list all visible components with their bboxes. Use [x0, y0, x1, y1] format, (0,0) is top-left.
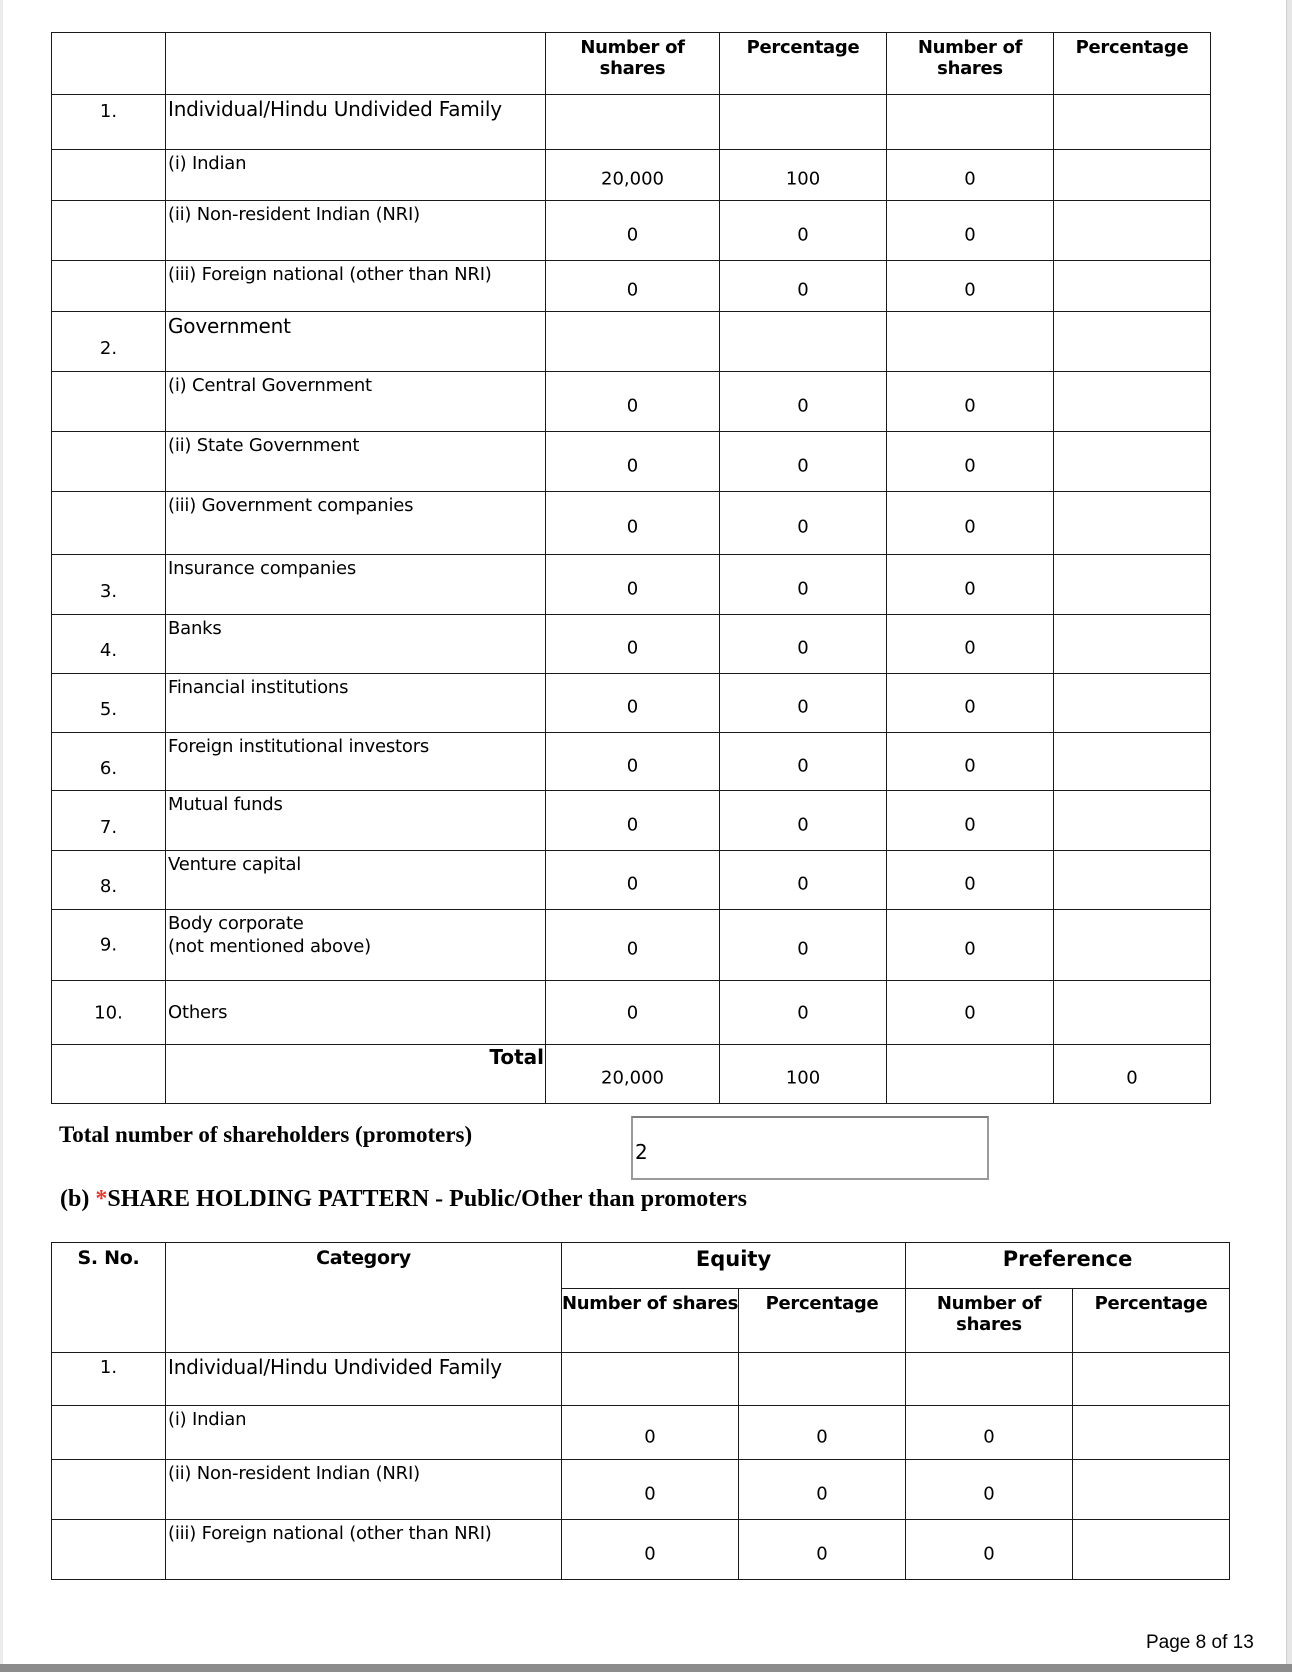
- cell-equity-shares[interactable]: 0: [546, 615, 720, 674]
- header-equity-shares: Number of shares: [562, 1289, 739, 1353]
- cell-equity-percentage[interactable]: 0: [739, 1460, 906, 1520]
- cell-preference-shares[interactable]: 0: [906, 1460, 1073, 1520]
- row-category: Individual/Hindu Undivided Family: [168, 97, 502, 121]
- total-equity-shares[interactable]: 20,000: [546, 1045, 720, 1104]
- page-left-edge: [0, 0, 3, 1664]
- cell-preference-percentage[interactable]: [1054, 791, 1211, 851]
- table-row: [52, 261, 1211, 312]
- cell-equity-percentage[interactable]: 0: [720, 432, 887, 492]
- row-sno: 9.: [99, 934, 118, 956]
- section-b-heading: SHARE HOLDING PATTERN - Public/Other than promoters: [107, 1186, 747, 1212]
- row-category: Insurance companies: [168, 558, 356, 579]
- cell-preference-percentage[interactable]: [1054, 261, 1211, 312]
- viewer-bottom-bar: [0, 1664, 1292, 1672]
- table-row: [52, 791, 1211, 851]
- cell-equity-percentage[interactable]: 0: [720, 910, 887, 981]
- header-sno: [52, 33, 166, 95]
- header-equity-percentage: Percentage: [739, 1289, 906, 1353]
- page-right-edge: [1286, 0, 1292, 1664]
- cell-equity-percentage[interactable]: 0: [720, 201, 887, 261]
- table-row: [52, 981, 1211, 1045]
- table-row: [52, 432, 1211, 492]
- table-row: [52, 1520, 1230, 1580]
- cell-equity-shares[interactable]: 0: [546, 372, 720, 432]
- section-b-title: [60, 1186, 747, 1213]
- table-row: [52, 312, 1211, 372]
- table-row: [52, 1353, 1230, 1406]
- row-category: Mutual funds: [168, 794, 283, 815]
- cell-preference-shares[interactable]: 0: [887, 432, 1054, 492]
- cell-equity-shares[interactable]: 0: [546, 492, 720, 555]
- header-preference-shares: Number of shares: [906, 1289, 1073, 1353]
- header-preference: Preference: [906, 1243, 1230, 1289]
- row-sno: 10.: [94, 1002, 123, 1023]
- cell-preference-percentage[interactable]: [1073, 1353, 1230, 1406]
- header-equity: Equity: [562, 1243, 906, 1289]
- row-category: (ii) Non-resident Indian (NRI): [168, 204, 420, 225]
- cell-equity-shares[interactable]: 0: [546, 201, 720, 261]
- cell-preference-shares[interactable]: 0: [906, 1406, 1073, 1460]
- table-row: [52, 372, 1211, 432]
- cell-preference-shares[interactable]: 0: [906, 1520, 1073, 1580]
- cell-equity-percentage[interactable]: 0: [739, 1520, 906, 1580]
- cell-preference-percentage[interactable]: [1054, 201, 1211, 261]
- header-preference-shares: Number of shares: [887, 33, 1054, 95]
- cell-equity-percentage[interactable]: 0: [720, 372, 887, 432]
- cell-equity-shares[interactable]: 0: [546, 791, 720, 851]
- table-row: [52, 733, 1211, 791]
- required-asterisk: *: [95, 1186, 108, 1212]
- table-row: [52, 851, 1211, 910]
- table-row: [52, 555, 1211, 615]
- cell-equity-shares[interactable]: 0: [546, 910, 720, 981]
- cell-preference-shares[interactable]: 0: [887, 851, 1054, 910]
- table-row: [52, 201, 1211, 261]
- table-row: [52, 910, 1211, 981]
- cell-preference-percentage[interactable]: [1073, 1460, 1230, 1520]
- cell-equity-percentage[interactable]: [739, 1353, 906, 1406]
- row-category-line1: Body corporate: [168, 913, 304, 934]
- header-equity-shares: Number of shares: [546, 33, 720, 95]
- header-preference-percentage: Percentage: [1054, 33, 1211, 95]
- cell-equity-percentage[interactable]: [720, 95, 887, 150]
- table-header-row: [52, 1243, 1230, 1289]
- cell-equity-shares[interactable]: [562, 1353, 739, 1406]
- cell-preference-shares[interactable]: 0: [887, 492, 1054, 555]
- row-category: Banks: [168, 618, 222, 639]
- cell-equity-shares[interactable]: [546, 312, 720, 372]
- promoters-shareholding-table: [51, 32, 1211, 1104]
- cell-preference-percentage[interactable]: [1073, 1520, 1230, 1580]
- row-sno: 7.: [99, 816, 118, 838]
- row-sno: 5.: [99, 698, 118, 720]
- promoters-count-label: Total number of shareholders (promoters): [59, 1122, 473, 1147]
- cell-equity-shares[interactable]: 0: [546, 733, 720, 791]
- cell-preference-shares[interactable]: 0: [887, 791, 1054, 851]
- table-row: [52, 1406, 1230, 1460]
- cell-equity-shares[interactable]: 0: [546, 851, 720, 910]
- cell-preference-shares[interactable]: 0: [887, 201, 1054, 261]
- cell-preference-shares[interactable]: 0: [887, 555, 1054, 615]
- cell-preference-percentage[interactable]: [1054, 372, 1211, 432]
- row-sno: 2.: [99, 337, 118, 359]
- row-category: Government: [168, 314, 291, 338]
- cell-equity-percentage[interactable]: [720, 312, 887, 372]
- cell-equity-shares[interactable]: 0: [546, 261, 720, 312]
- table-row: [52, 615, 1211, 674]
- cell-equity-percentage[interactable]: 0: [720, 791, 887, 851]
- cell-equity-shares[interactable]: 0: [562, 1520, 739, 1580]
- cell-equity-percentage[interactable]: 0: [720, 492, 887, 555]
- header-equity-percentage: Percentage: [720, 33, 887, 95]
- total-preference-percentage[interactable]: 0: [1054, 1045, 1211, 1104]
- section-b-prefix: (b): [60, 1186, 96, 1212]
- cell-preference-percentage[interactable]: [1054, 95, 1211, 150]
- cell-equity-percentage[interactable]: 0: [720, 851, 887, 910]
- row-category: (iii) Foreign national (other than NRI): [168, 1523, 492, 1544]
- row-category: Individual/Hindu Undivided Family: [168, 1355, 502, 1379]
- total-label: Total: [489, 1045, 544, 1069]
- cell-preference-shares[interactable]: 0: [887, 372, 1054, 432]
- cell-preference-percentage[interactable]: [1054, 910, 1211, 981]
- cell-equity-percentage[interactable]: 0: [720, 261, 887, 312]
- row-sno: 3.: [99, 580, 118, 602]
- row-category: Venture capital: [168, 854, 302, 875]
- cell-equity-shares[interactable]: 0: [546, 674, 720, 733]
- cell-preference-percentage[interactable]: [1054, 851, 1211, 910]
- cell-preference-shares[interactable]: 0: [887, 261, 1054, 312]
- row-sno: 4.: [99, 639, 118, 661]
- cell-equity-shares[interactable]: [546, 95, 720, 150]
- total-equity-percentage[interactable]: 100: [720, 1045, 887, 1104]
- cell-preference-shares[interactable]: 0: [887, 981, 1054, 1045]
- cell-preference-percentage[interactable]: [1054, 733, 1211, 791]
- cell-preference-percentage[interactable]: [1054, 150, 1211, 201]
- row-category: (i) Indian: [168, 153, 247, 174]
- cell-preference-shares[interactable]: 0: [887, 910, 1054, 981]
- cell-preference-percentage[interactable]: [1054, 432, 1211, 492]
- cell-equity-percentage[interactable]: 0: [720, 674, 887, 733]
- header-category: [166, 33, 546, 95]
- row-category: Others: [168, 1001, 228, 1023]
- table-row: [52, 95, 1211, 150]
- row-sno: 1.: [99, 101, 118, 122]
- cell-equity-percentage[interactable]: 0: [739, 1406, 906, 1460]
- row-category-line2: (not mentioned above): [168, 936, 371, 957]
- row-sno: 6.: [99, 757, 118, 779]
- cell-preference-shares[interactable]: [906, 1353, 1073, 1406]
- cell-preference-percentage[interactable]: [1073, 1406, 1230, 1460]
- cell-preference-percentage[interactable]: [1054, 312, 1211, 372]
- cell-preference-percentage[interactable]: [1054, 615, 1211, 674]
- cell-equity-percentage[interactable]: 100: [720, 150, 887, 201]
- header-sno: S. No.: [52, 1243, 166, 1353]
- header-preference-percentage: Percentage: [1073, 1289, 1230, 1353]
- cell-preference-percentage[interactable]: [1054, 492, 1211, 555]
- cell-equity-percentage[interactable]: 0: [720, 981, 887, 1045]
- cell-preference-shares[interactable]: [887, 95, 1054, 150]
- cell-equity-shares[interactable]: 0: [562, 1460, 739, 1520]
- cell-preference-percentage[interactable]: [1054, 981, 1211, 1045]
- total-preference-shares[interactable]: [887, 1045, 1054, 1104]
- page-number: Page 8 of 13: [1146, 1632, 1254, 1653]
- table-header-row: [52, 33, 1211, 95]
- cell-preference-shares[interactable]: 0: [887, 674, 1054, 733]
- cell-equity-percentage[interactable]: 0: [720, 733, 887, 791]
- row-sno: 1.: [99, 1357, 118, 1378]
- row-category: Foreign institutional investors: [168, 736, 430, 757]
- cell-preference-shares[interactable]: [887, 312, 1054, 372]
- public-shareholding-table: [51, 1242, 1230, 1580]
- cell-equity-shares[interactable]: 0: [546, 432, 720, 492]
- header-category: Category: [166, 1243, 562, 1353]
- row-category: (i) Indian: [168, 1409, 247, 1430]
- cell-preference-shares[interactable]: 0: [887, 733, 1054, 791]
- row-category: (ii) Non-resident Indian (NRI): [168, 1463, 420, 1484]
- total-row: [52, 1045, 1211, 1104]
- cell-equity-percentage[interactable]: 0: [720, 555, 887, 615]
- table-row: [52, 674, 1211, 733]
- row-category: (i) Central Government: [168, 375, 372, 396]
- cell-equity-shares[interactable]: 0: [562, 1406, 739, 1460]
- table-row: [52, 492, 1211, 555]
- row-category: Financial institutions: [168, 677, 349, 698]
- row-category: (iii) Government companies: [168, 495, 414, 516]
- row-category: [166, 910, 545, 958]
- row-category: (ii) State Government: [168, 435, 360, 456]
- cell-preference-shares[interactable]: 0: [887, 150, 1054, 201]
- table-row: [52, 150, 1211, 201]
- cell-preference-percentage[interactable]: [1054, 674, 1211, 733]
- cell-equity-shares[interactable]: 20,000: [546, 150, 720, 201]
- table-row: [52, 1460, 1230, 1520]
- row-sno: 8.: [99, 875, 118, 897]
- cell-equity-shares[interactable]: 0: [546, 981, 720, 1045]
- cell-equity-percentage[interactable]: 0: [720, 615, 887, 674]
- cell-preference-percentage[interactable]: [1054, 555, 1211, 615]
- promoters-count-input[interactable]: 2: [631, 1116, 989, 1180]
- row-category: (iii) Foreign national (other than NRI): [168, 264, 492, 285]
- cell-preference-shares[interactable]: 0: [887, 615, 1054, 674]
- cell-equity-shares[interactable]: 0: [546, 555, 720, 615]
